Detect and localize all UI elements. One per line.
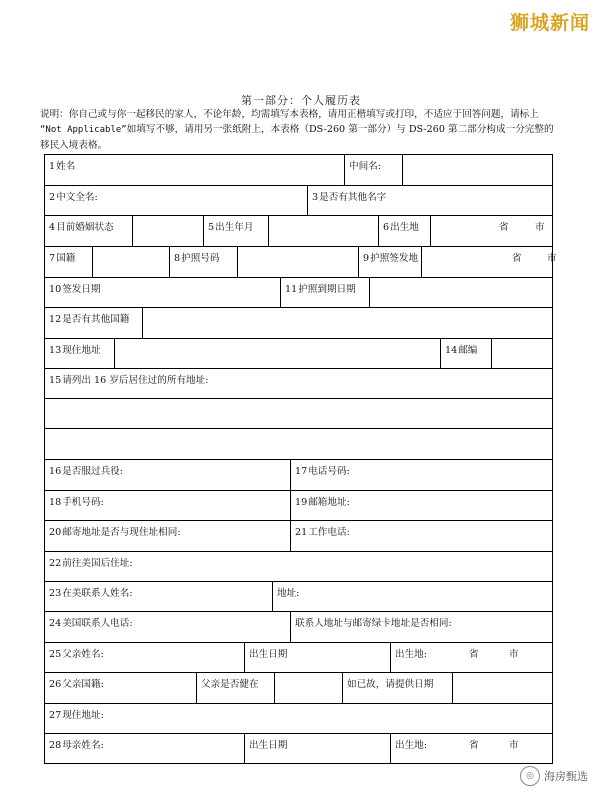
field-11-input[interactable] <box>370 278 553 307</box>
form-row-14 <box>45 612 553 643</box>
field-2-chinese-name[interactable]: 2中文全名: <box>45 186 308 215</box>
field-18-mobile[interactable]: 18手机号码: <box>45 491 291 520</box>
form-row-9 <box>45 460 553 491</box>
city-label: 市 <box>509 740 519 751</box>
source-watermark <box>520 766 588 786</box>
field-22-us-address[interactable]: 22前往美国后住址: <box>45 552 553 581</box>
field-13-current-address: 13现住地址 <box>45 339 115 368</box>
field-21-work-phone[interactable]: 21工作电话: <box>291 521 553 551</box>
field-mother-birth-date[interactable]: 出生日期 <box>245 734 391 763</box>
field-father-birth-place[interactable]: 出生地: 省 市 <box>391 643 553 672</box>
watermark-text: 海房甄选 <box>544 770 588 783</box>
field-17-phone[interactable]: 17电话号码: <box>291 460 553 490</box>
field-9-passport-issue-place: 9护照签发地 <box>359 247 422 277</box>
province-label: 省 <box>512 253 522 264</box>
form-row-3 <box>45 216 553 247</box>
form-row-12 <box>45 552 553 582</box>
field-contact-address-same[interactable]: 联系人地址与邮寄绿卡地址是否相同: <box>291 612 553 642</box>
field-4-marital-status: 4目前婚姻状态 <box>45 216 133 246</box>
form-row-2 <box>45 186 553 216</box>
field-16-military-service[interactable]: 16是否服过兵役: <box>45 460 291 490</box>
field-if-deceased-label: 如已故，请提供日期 <box>343 673 453 703</box>
field-5-input[interactable] <box>269 216 379 246</box>
part-title: 第一部分：个人履历表 <box>241 94 361 107</box>
field-10-issue-date[interactable]: 10签发日期 <box>45 278 281 307</box>
province-label: 省 <box>469 740 479 751</box>
field-6-birth-place: 6出生地 <box>379 216 431 246</box>
instructions-part-1: 说明：你自己或与你一起移民的家人，不论年龄，均需填写本表格，请用正楷填写或打印，不适应于回答问题，请标上 <box>40 109 539 120</box>
form-row-18 <box>45 734 553 764</box>
form-row-10 <box>45 491 553 521</box>
field-5-birth-date: 5出生年月 <box>204 216 269 246</box>
form-row-11 <box>45 521 553 552</box>
field-father-birth-date[interactable]: 出生日期 <box>245 643 391 672</box>
field-28-mother-name[interactable]: 28母亲姓名: <box>45 734 245 763</box>
field-6-input[interactable] <box>431 216 553 246</box>
field-father-alive-input[interactable] <box>275 673 343 703</box>
publisher-logo-text: 狮城新闻 <box>509 12 590 34</box>
field-25-father-name[interactable]: 25父亲姓名: <box>45 643 245 672</box>
field-4-input[interactable] <box>133 216 204 246</box>
field-19-email[interactable]: 19邮箱地址: <box>291 491 553 520</box>
field-12-other-nationality: 12是否有其他国籍 <box>45 308 143 338</box>
field-26-father-nationality[interactable]: 26父亲国籍: <box>45 673 197 703</box>
city-label: 市 <box>547 253 557 264</box>
instructions-part-2: 如填写不够，请用另一张纸附上，本表格（DS-260 第一部分）与 DS-260 第二部分构成一分完整的移民入境表格。 <box>40 124 554 151</box>
form-row-8-blank-b <box>45 429 553 460</box>
field-mother-birth-place[interactable]: 出生地: 省 市 <box>391 734 553 763</box>
city-label: 市 <box>509 649 519 660</box>
field-15-input-line-2[interactable] <box>45 429 553 459</box>
form-row-4 <box>45 247 557 278</box>
field-8-passport-number: 8护照号码 <box>170 247 238 277</box>
form-row-6 <box>45 308 553 339</box>
form-instructions <box>40 107 560 153</box>
field-middle-name-label: 中间名: <box>345 155 403 185</box>
form-row-13 <box>45 582 553 612</box>
field-7-input[interactable] <box>93 247 170 277</box>
form-row-16 <box>45 673 553 704</box>
field-12-input[interactable] <box>143 308 553 338</box>
field-15-input-line-1[interactable] <box>45 399 553 428</box>
field-address[interactable]: 地址: <box>273 582 553 611</box>
field-23-us-contact-name[interactable]: 23在美联系人姓名: <box>45 582 273 611</box>
field-middle-name-input[interactable] <box>403 155 553 185</box>
field-14-input[interactable] <box>492 339 553 368</box>
field-20-mailing-same[interactable]: 20邮寄地址是否与现住址相同: <box>45 521 291 551</box>
field-24-us-contact-phone[interactable]: 24美国联系人电话: <box>45 612 291 642</box>
field-27-current-address[interactable]: 27现住地址: <box>45 704 553 733</box>
instructions-not-applicable: “Not Applicable” <box>40 125 127 135</box>
field-11-passport-expiry: 11护照到期日期 <box>281 278 370 307</box>
field-14-postal-code: 14邮编 <box>441 339 492 368</box>
form-row-15 <box>45 643 553 673</box>
field-13-input[interactable] <box>115 339 441 368</box>
field-15-address-history: 15请列出 16 岁后居住过的所有地址: <box>45 369 553 398</box>
city-label: 市 <box>535 222 545 233</box>
field-if-deceased-input[interactable] <box>453 673 553 703</box>
field-3-other-names[interactable]: 3是否有其他名字 <box>308 186 553 215</box>
field-7-nationality: 7国籍 <box>45 247 93 277</box>
field-8-input[interactable] <box>238 247 359 277</box>
field-1-surname[interactable]: 1姓名 <box>45 155 345 185</box>
form-row-7 <box>45 339 553 369</box>
form-row-1 <box>45 155 553 186</box>
field-9-input[interactable] <box>422 247 557 277</box>
form-row-8 <box>45 369 553 399</box>
province-label: 省 <box>499 222 509 233</box>
field-father-alive-label: 父亲是否健在 <box>197 673 275 703</box>
form-row-17 <box>45 704 553 734</box>
wechat-account-icon: ◎ <box>520 766 540 786</box>
personal-history-form <box>44 154 557 764</box>
province-label: 省 <box>469 649 479 660</box>
form-row-8-blank-a <box>45 399 553 429</box>
form-row-5 <box>45 278 553 308</box>
